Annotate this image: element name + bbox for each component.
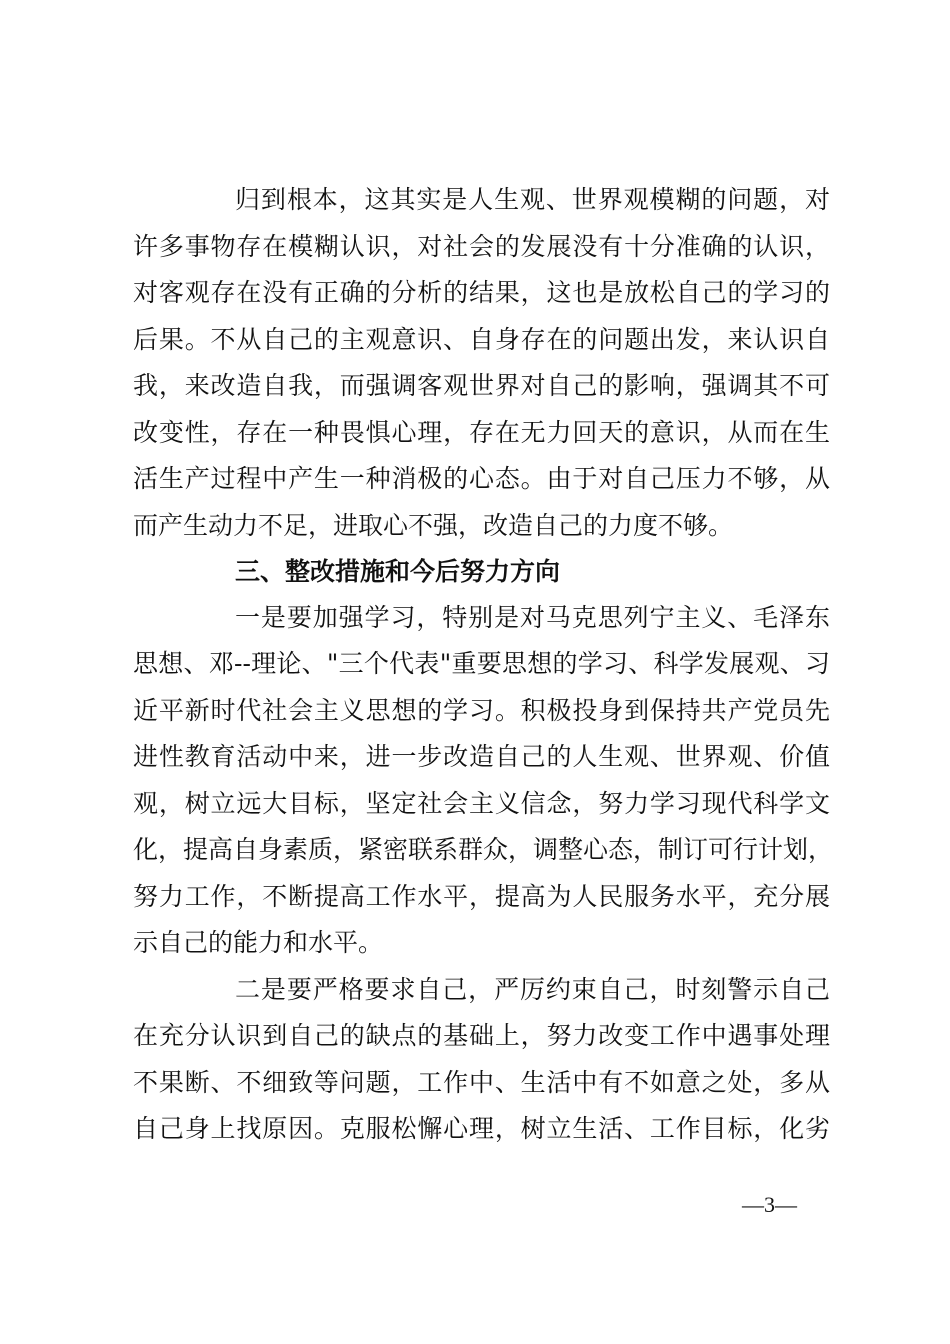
paragraph-line: 观，树立远大目标，坚定社会主义信念，努力学习现代科学文 bbox=[133, 788, 830, 818]
paragraph-line: 示自己的能力和水平。 bbox=[133, 928, 384, 957]
paragraph-line: 归到根本，这其实是人生观、世界观模糊的问题，对 bbox=[235, 185, 830, 214]
page-number: —3— bbox=[742, 1192, 797, 1217]
paragraph-line: 化，提高自身素质，紧密联系群众，调整心态，制订可行计划， bbox=[133, 835, 834, 864]
paragraph-line: 许多事物存在模糊认识，对社会的发展没有十分准确的认识， bbox=[133, 231, 830, 261]
paragraph-line: 后果。不从自己的主观意识、自身存在的问题出发，来认识自 bbox=[133, 324, 830, 354]
paragraph-line: 思想、邓--理论、"三个代表"重要思想的学习、科学发展观、习 bbox=[133, 649, 830, 678]
paragraph-line: 在充分认识到自己的缺点的基础上，努力改变工作中遇事处理 bbox=[133, 1021, 830, 1050]
paragraph-line: 自己身上找原因。克服松懈心理，树立生活、工作目标，化劣 bbox=[133, 1114, 830, 1143]
paragraph-line: 而产生动力不足，进取心不强，改造自己的力度不够。 bbox=[133, 510, 734, 540]
paragraph-line: 改变性，存在一种畏惧心理，存在无力回天的意识，从而在生 bbox=[133, 417, 830, 447]
paragraph-line: 对客观存在没有正确的分析的结果，这也是放松自己的学习的 bbox=[133, 278, 830, 307]
paragraph-line: 努力工作，不断提高工作水平，提高为人民服务水平，充分展 bbox=[133, 881, 830, 911]
section-heading: 三、整改措施和今后努力方向 bbox=[235, 557, 561, 586]
paragraph-line: 活生产过程中产生一种消极的心态。由于对自己压力不够，从 bbox=[133, 464, 830, 493]
paragraph-line: 我，来改造自我，而强调客观世界对自己的影响，强调其不可 bbox=[133, 371, 830, 400]
paragraph-line: 二是要严格要求自己，严厉约束自己，时刻警示自己 bbox=[235, 974, 830, 1004]
paragraph-line: 进性教育活动中来，进一步改造自己的人生观、世界观、价值 bbox=[133, 742, 830, 771]
paragraph-line: 不果断、不细致等问题，工作中、生活中有不如意之处，多从 bbox=[133, 1067, 830, 1097]
paragraph-line: 一是要加强学习，特别是对马克思列宁主义、毛泽东 bbox=[235, 602, 830, 632]
paragraph-line: 近平新时代社会主义思想的学习。积极投身到保持共产党员先 bbox=[133, 695, 830, 725]
